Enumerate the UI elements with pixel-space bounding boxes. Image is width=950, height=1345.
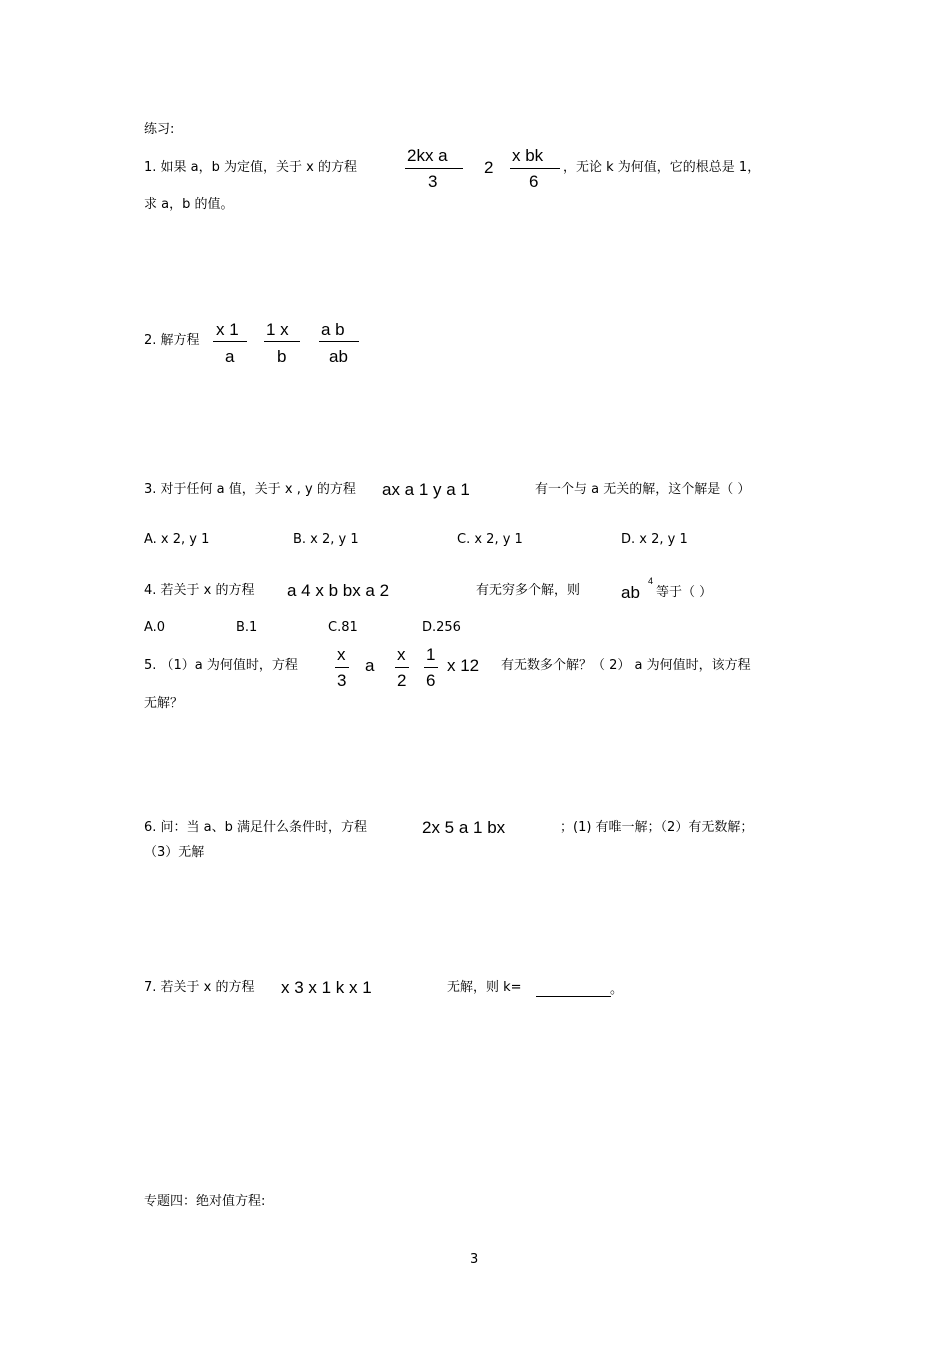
heading: 练习: bbox=[144, 122, 175, 137]
q5-line2: 无解？ bbox=[144, 696, 184, 711]
q7-text: 7. 若关于 x 的方程 bbox=[144, 980, 255, 995]
q7-text-post: 无解，则 k= bbox=[447, 980, 522, 995]
q5-tail: x 12 bbox=[447, 656, 480, 675]
q2-frac2-num: 1 x bbox=[266, 320, 289, 339]
topic-heading: 专题四：绝对值方程: bbox=[144, 1194, 266, 1209]
q2-frac3-den: ab bbox=[329, 347, 348, 366]
q3-option-b: B. x 2, y 1 bbox=[293, 532, 359, 547]
q3-option-d: D. x 2, y 1 bbox=[621, 532, 688, 547]
q4-option-b: B.1 bbox=[236, 620, 258, 635]
fraction-bar bbox=[395, 667, 409, 668]
q2-frac2-den: b bbox=[277, 347, 287, 366]
q4-option-c: C.81 bbox=[328, 620, 358, 635]
q3-text-post: 有一个与 a 无关的解，这个解是（ ） bbox=[535, 482, 751, 497]
q1-frac2-num: x bk bbox=[512, 146, 544, 165]
q7-equation: x 3 x 1 k x 1 bbox=[281, 978, 372, 997]
q5-a: a bbox=[365, 656, 375, 675]
fraction-bar bbox=[213, 341, 247, 342]
page-number: 3 bbox=[470, 1252, 479, 1267]
q2-text: 2. 解方程 bbox=[144, 333, 200, 348]
q4-equation: a 4 x b bx a 2 bbox=[287, 581, 390, 600]
q6-equation: 2x 5 a 1 bx bbox=[422, 818, 506, 837]
q6-line2: （3）无解 bbox=[144, 845, 205, 860]
fraction-bar bbox=[424, 667, 438, 668]
q5-frac2-den: 2 bbox=[397, 671, 407, 690]
q1-line2: 求 a，b 的值。 bbox=[144, 197, 234, 212]
q5-frac1-num: x bbox=[337, 645, 346, 664]
q1-text: 1. 如果 a，b 为定值，关于 x 的方程 bbox=[144, 160, 357, 175]
q2-frac1-den: a bbox=[225, 347, 235, 366]
q1-frac1-den: 3 bbox=[428, 172, 438, 191]
fraction-bar bbox=[405, 168, 463, 169]
q1-frac1-num: 2kx a bbox=[407, 146, 448, 165]
q5-frac1-den: 3 bbox=[337, 671, 347, 690]
q4-option-d: D.256 bbox=[422, 620, 461, 635]
q6-text-post: ；(1) 有唯一解；（2）有无数解； bbox=[560, 820, 754, 835]
fraction-bar bbox=[319, 341, 359, 342]
fraction-bar bbox=[264, 341, 300, 342]
q3-option-a: A. x 2, y 1 bbox=[144, 532, 210, 547]
q3-text: 3. 对于任何 a 值，关于 x , y 的方程 bbox=[144, 482, 356, 497]
q5-frac3-den: 6 bbox=[426, 671, 436, 690]
q4-ab: ab bbox=[621, 583, 640, 602]
q4-text-post2: 等于（ ） bbox=[656, 585, 713, 600]
q4-text: 4. 若关于 x 的方程 bbox=[144, 583, 255, 598]
fraction-bar bbox=[510, 168, 560, 169]
q6-text: 6. 问：当 a、b 满足什么条件时，方程 bbox=[144, 820, 368, 835]
q4-text-post: 有无穷多个解，则 bbox=[476, 583, 581, 598]
q5-frac3-num: 1 bbox=[426, 645, 436, 664]
q2-frac3-num: a b bbox=[321, 320, 345, 339]
q5-frac2-num: x bbox=[397, 645, 406, 664]
q4-exponent: 4 bbox=[648, 576, 654, 586]
q1-mid: 2 bbox=[484, 158, 494, 177]
answer-blank bbox=[536, 996, 611, 997]
q1-frac2-den: 6 bbox=[529, 172, 539, 191]
q4-option-a: A.0 bbox=[144, 620, 166, 635]
q3-option-c: C. x 2, y 1 bbox=[457, 532, 523, 547]
q7-text-end: 。 bbox=[610, 982, 624, 997]
q5-text: 5. （1）a 为何值时，方程 bbox=[144, 658, 298, 673]
fraction-bar bbox=[335, 667, 349, 668]
q5-text-post: 有无数多个解？（ 2） a 为何值时，该方程 bbox=[501, 658, 751, 673]
q2-frac1-num: x 1 bbox=[216, 320, 239, 339]
q3-equation: ax a 1 y a 1 bbox=[382, 480, 470, 499]
q1-text-post: ，无论 k 为何值，它的根总是 1， bbox=[563, 160, 761, 175]
